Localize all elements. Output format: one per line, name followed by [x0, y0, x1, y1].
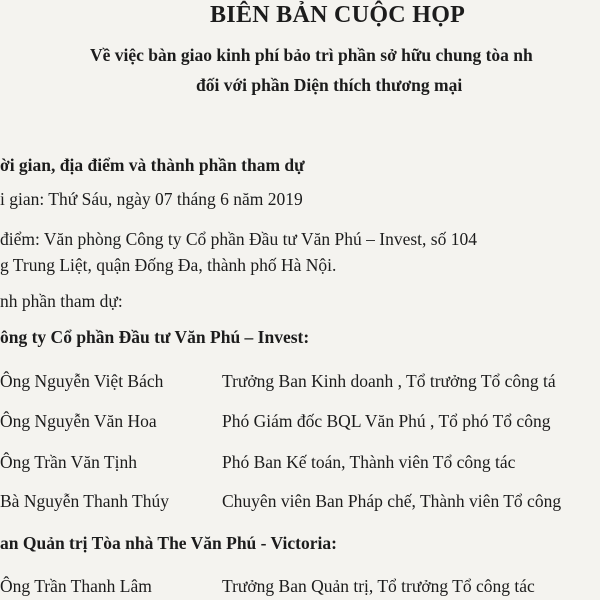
member-role: Phó Ban Kế toán, Thành viên Tổ công tác: [222, 452, 516, 472]
meeting-time: i gian: Thứ Sáu, ngày 07 tháng 6 năm 2019: [0, 189, 303, 209]
member-role: Chuyên viên Ban Pháp chế, Thành viên Tổ công: [222, 491, 562, 511]
group-2-heading: an Quản trị Tòa nhà The Văn Phú - Victoria:: [0, 533, 337, 553]
member-role: Trưởng Ban Quản trị, Tổ trưởng Tổ công tác: [222, 576, 535, 596]
participants-label: nh phần tham dự:: [0, 291, 123, 311]
meeting-place-line-1: điểm: Văn phòng Công ty Cổ phần Đầu tư Văn Phú – Invest, số 104: [0, 229, 477, 249]
section-heading: ời gian, địa điểm và thành phần tham dự: [0, 155, 305, 175]
member-name: Ông Nguyễn Văn Hoa: [0, 411, 157, 431]
member-name: Bà Nguyễn Thanh Thúy: [0, 491, 169, 511]
document-title: BIÊN BẢN CUỘC HỌP: [210, 2, 466, 28]
member-name: Ông Trần Thanh Lâm: [0, 576, 152, 596]
member-role: Phó Giám đốc BQL Văn Phú , Tổ phó Tổ công: [222, 411, 551, 431]
document-subtitle-line-1: Về việc bàn giao kinh phí bảo trì phần sở hữu chung tòa nh: [90, 45, 533, 65]
group-1-heading: ông ty Cổ phần Đầu tư Văn Phú – Invest:: [0, 327, 310, 347]
member-role: Trưởng Ban Kinh doanh , Tổ trưởng Tổ công tá: [222, 371, 556, 391]
document-subtitle-line-2: đối với phần Diện thích thương mại: [196, 75, 463, 95]
member-name: Ông Nguyễn Việt Bách: [0, 371, 164, 391]
member-name: Ông Trần Văn Tịnh: [0, 452, 137, 472]
meeting-place-line-2: g Trung Liệt, quận Đống Đa, thành phố Hà Nội.: [0, 255, 337, 275]
